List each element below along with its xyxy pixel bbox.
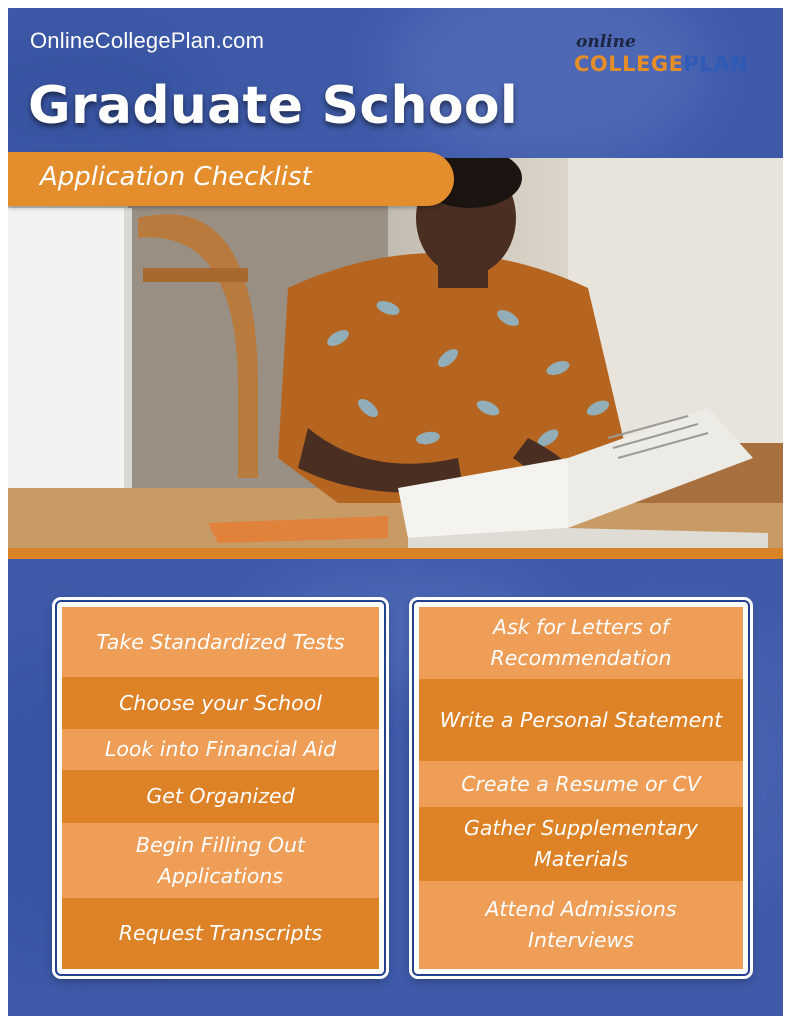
poster [8, 8, 783, 1016]
checklist-item: Get Organized [62, 770, 379, 823]
divider [8, 548, 783, 559]
subtitle-banner [8, 152, 454, 206]
photo-illustration [8, 158, 783, 548]
page-subtitle: Application Checklist [40, 162, 312, 192]
page-title: Graduate School [28, 76, 519, 136]
site-url: OnlineCollegePlan.com [30, 28, 265, 53]
checklist-panel-left [55, 600, 386, 976]
logo-online-text: online [576, 32, 636, 52]
brand-logo [574, 32, 774, 82]
checklist-item: Choose your School [62, 677, 379, 729]
checklist-item: Request Transcripts [62, 898, 379, 969]
logo-plan-word: PLAN [683, 52, 749, 76]
student-reading-photo [8, 158, 783, 548]
logo-college-plan-text [574, 52, 748, 76]
checklist-item: Attend Admissions Interviews [419, 881, 743, 969]
checklist-item: Gather Supplementary Materials [419, 807, 743, 881]
checklist-item: Look into Financial Aid [62, 729, 379, 770]
checklist-item: Create a Resume or CV [419, 761, 743, 807]
checklist-item: Write a Personal Statement [419, 679, 743, 761]
checklist-item: Take Standardized Tests [62, 607, 379, 677]
logo-college-word: COLLEGE [574, 52, 684, 76]
checklist-panel-right [412, 600, 750, 976]
checklist-item: Ask for Letters of Recommendation [419, 607, 743, 679]
checklist-item: Begin Filling Out Applications [62, 823, 379, 898]
